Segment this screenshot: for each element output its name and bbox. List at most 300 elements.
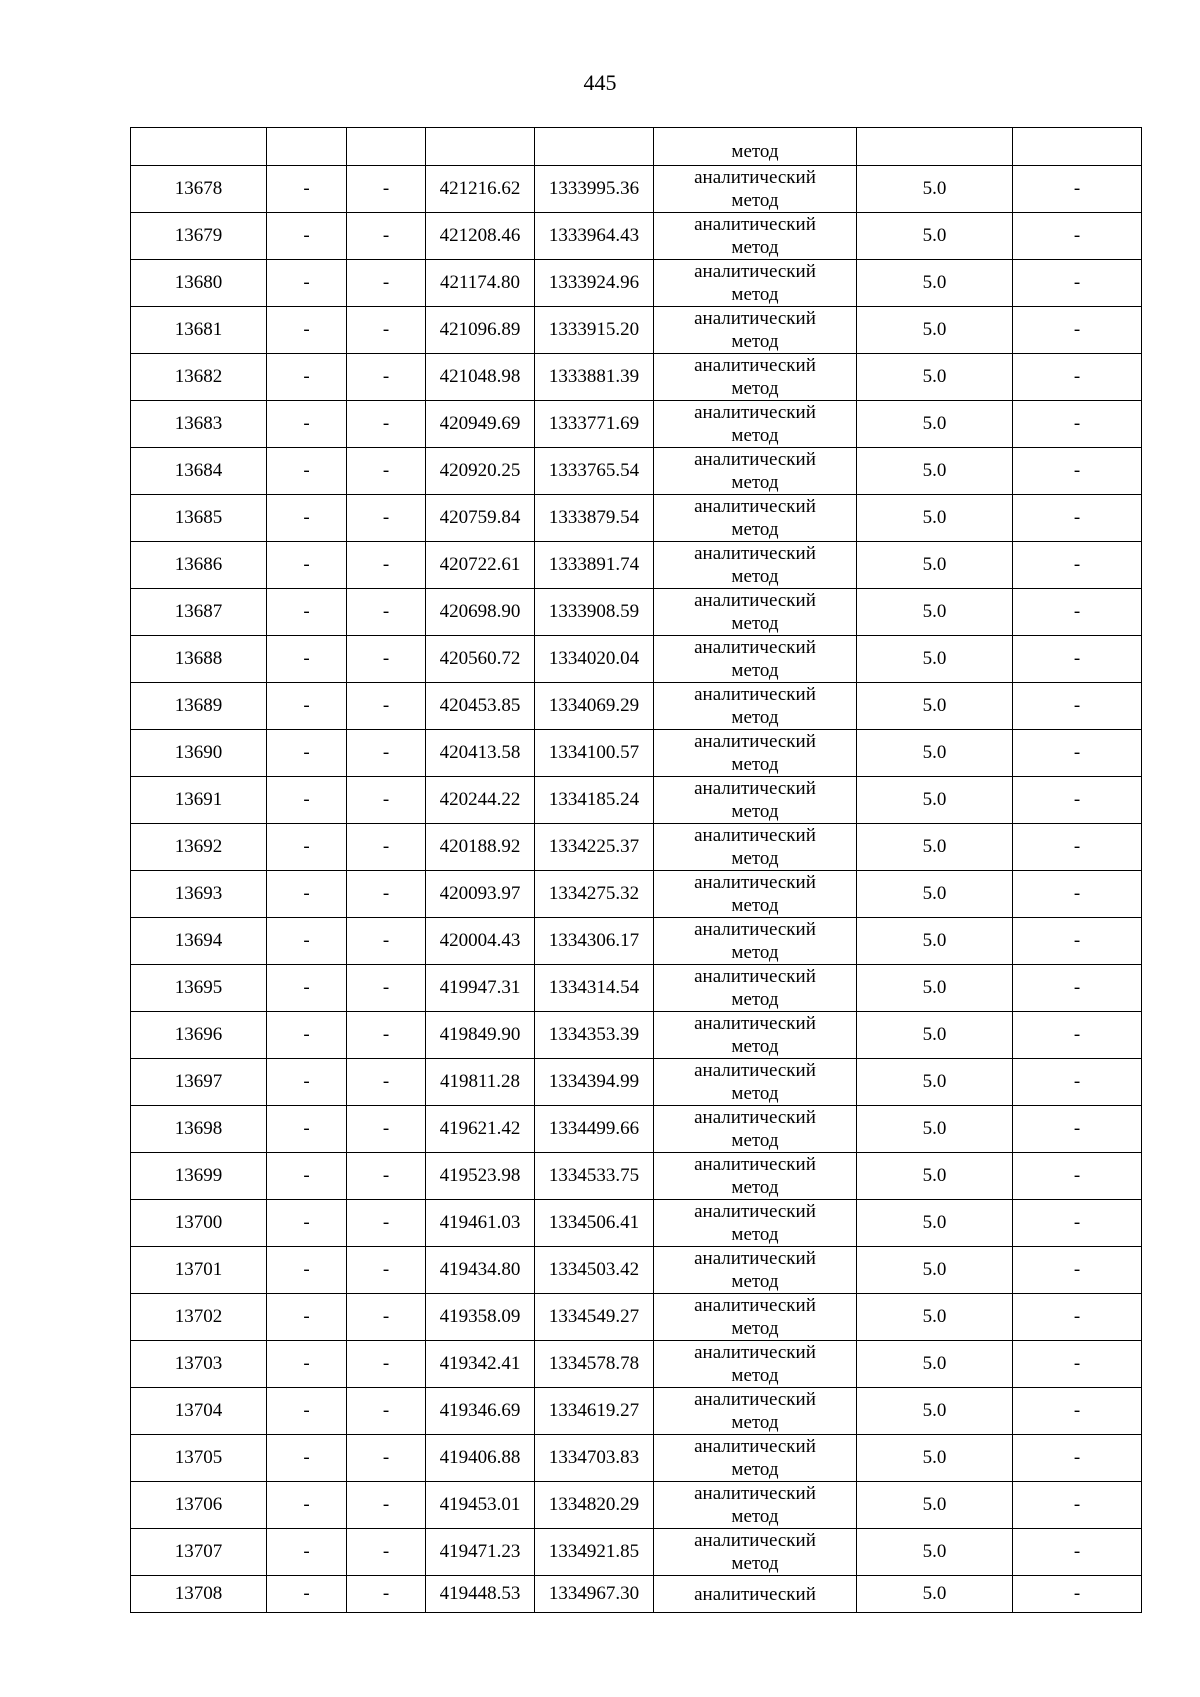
cell-y-coordinate: 1334100.57	[535, 730, 654, 777]
cell-method	[654, 495, 857, 542]
cell-y-coordinate: 1333765.54	[535, 448, 654, 495]
cell-point-number: 13706	[131, 1482, 267, 1529]
cell-x-coordinate: 419406.88	[426, 1435, 535, 1482]
cell-dash: -	[1013, 589, 1142, 636]
cell-accuracy: 5.0	[857, 1435, 1013, 1482]
cell-dash: -	[267, 1012, 347, 1059]
cell-point-number: 13678	[131, 166, 267, 213]
cell-dash: -	[347, 1482, 426, 1529]
method-line-1: аналитический	[694, 543, 816, 564]
cell-accuracy: 5.0	[857, 1153, 1013, 1200]
cell-accuracy: 5.0	[857, 1341, 1013, 1388]
cell-point-number: 13694	[131, 918, 267, 965]
cell-dash: -	[1013, 965, 1142, 1012]
method-line-1: аналитический	[694, 1295, 816, 1316]
method-line-1: аналитический	[694, 1583, 816, 1605]
cell-accuracy: 5.0	[857, 824, 1013, 871]
cell-x-coordinate: 420413.58	[426, 730, 535, 777]
cell-dash: -	[347, 1576, 426, 1613]
cell-empty	[267, 128, 347, 166]
cell-point-number: 13688	[131, 636, 267, 683]
method-line-2: метод	[731, 848, 779, 869]
cell-dash: -	[347, 1200, 426, 1247]
cell-y-coordinate: 1334506.41	[535, 1200, 654, 1247]
cell-dash: -	[347, 824, 426, 871]
cell-accuracy: 5.0	[857, 871, 1013, 918]
cell-x-coordinate: 420920.25	[426, 448, 535, 495]
method-line-2: метод	[731, 519, 779, 540]
cell-x-coordinate: 421048.98	[426, 354, 535, 401]
cell-dash: -	[347, 1059, 426, 1106]
table-row	[131, 1012, 1142, 1059]
cell-method-continuation: метод	[654, 128, 857, 166]
table-row	[131, 918, 1142, 965]
method-line-1: аналитический	[694, 1389, 816, 1410]
cell-empty	[131, 128, 267, 166]
cell-x-coordinate: 419346.69	[426, 1388, 535, 1435]
cell-dash: -	[347, 213, 426, 260]
table-row	[131, 448, 1142, 495]
method-line-2: метод	[731, 331, 779, 352]
method-line-2: метод	[731, 660, 779, 681]
cell-accuracy: 5.0	[857, 918, 1013, 965]
page-number: 445	[583, 70, 617, 95]
cell-y-coordinate: 1333771.69	[535, 401, 654, 448]
cell-dash: -	[1013, 777, 1142, 824]
cell-dash: -	[1013, 1153, 1142, 1200]
cell-accuracy: 5.0	[857, 1482, 1013, 1529]
cell-dash: -	[347, 1341, 426, 1388]
coordinates-table	[130, 127, 1142, 1613]
cell-dash: -	[267, 401, 347, 448]
method-line-2: метод	[731, 190, 779, 211]
cell-point-number: 13687	[131, 589, 267, 636]
cell-method	[654, 730, 857, 777]
cell-dash: -	[1013, 354, 1142, 401]
cell-point-number: 13692	[131, 824, 267, 871]
table-row	[131, 730, 1142, 777]
cell-y-coordinate: 1334619.27	[535, 1388, 654, 1435]
cell-accuracy: 5.0	[857, 260, 1013, 307]
cell-dash: -	[267, 965, 347, 1012]
cell-y-coordinate: 1333924.96	[535, 260, 654, 307]
cell-dash: -	[347, 730, 426, 777]
cell-x-coordinate: 419849.90	[426, 1012, 535, 1059]
cell-dash: -	[347, 1388, 426, 1435]
cell-empty	[535, 128, 654, 166]
cell-y-coordinate: 1334225.37	[535, 824, 654, 871]
cell-dash: -	[1013, 636, 1142, 683]
method-line-1: аналитический	[694, 825, 816, 846]
cell-method	[654, 166, 857, 213]
cell-y-coordinate: 1334069.29	[535, 683, 654, 730]
cell-dash: -	[347, 1247, 426, 1294]
cell-accuracy: 5.0	[857, 354, 1013, 401]
cell-method	[654, 824, 857, 871]
table-row	[131, 213, 1142, 260]
cell-point-number: 13703	[131, 1341, 267, 1388]
cell-dash: -	[347, 636, 426, 683]
cell-dash: -	[267, 824, 347, 871]
cell-point-number: 13700	[131, 1200, 267, 1247]
table-row	[131, 401, 1142, 448]
cell-accuracy: 5.0	[857, 683, 1013, 730]
cell-point-number: 13690	[131, 730, 267, 777]
method-line-2: метод	[731, 284, 779, 305]
cell-x-coordinate: 420244.22	[426, 777, 535, 824]
cell-dash: -	[347, 1153, 426, 1200]
cell-dash: -	[267, 1200, 347, 1247]
cell-method	[654, 448, 857, 495]
cell-dash: -	[347, 542, 426, 589]
cell-y-coordinate: 1334275.32	[535, 871, 654, 918]
cell-dash: -	[347, 307, 426, 354]
cell-dash: -	[1013, 683, 1142, 730]
cell-dash: -	[1013, 401, 1142, 448]
method-line-1: аналитический	[694, 1201, 816, 1222]
cell-y-coordinate: 1334185.24	[535, 777, 654, 824]
cell-dash: -	[267, 307, 347, 354]
cell-x-coordinate: 419947.31	[426, 965, 535, 1012]
cell-accuracy: 5.0	[857, 1059, 1013, 1106]
table-row	[131, 1059, 1142, 1106]
cell-dash: -	[267, 1341, 347, 1388]
table-row	[131, 542, 1142, 589]
cell-dash: -	[267, 1435, 347, 1482]
cell-dash: -	[347, 589, 426, 636]
cell-point-number: 13679	[131, 213, 267, 260]
cell-point-number: 13695	[131, 965, 267, 1012]
cell-point-number: 13691	[131, 777, 267, 824]
cell-x-coordinate: 420004.43	[426, 918, 535, 965]
cell-point-number: 13680	[131, 260, 267, 307]
cell-dash: -	[1013, 730, 1142, 777]
cell-dash: -	[267, 871, 347, 918]
cell-accuracy: 5.0	[857, 730, 1013, 777]
cell-dash: -	[267, 354, 347, 401]
cell-dash: -	[267, 1482, 347, 1529]
cell-accuracy: 5.0	[857, 636, 1013, 683]
cell-point-number: 13698	[131, 1106, 267, 1153]
method-line-1: аналитический	[694, 167, 816, 188]
table-row	[131, 824, 1142, 871]
cell-x-coordinate: 419523.98	[426, 1153, 535, 1200]
method-line-2: метод	[731, 801, 779, 822]
cell-point-number: 13684	[131, 448, 267, 495]
cell-dash: -	[267, 1059, 347, 1106]
cell-y-coordinate: 1333881.39	[535, 354, 654, 401]
method-line-1: аналитический	[694, 731, 816, 752]
cell-y-coordinate: 1334353.39	[535, 1012, 654, 1059]
cell-y-coordinate: 1334499.66	[535, 1106, 654, 1153]
cell-accuracy: 5.0	[857, 1576, 1013, 1613]
method-line-1: аналитический	[694, 637, 816, 658]
method-line-2: метод	[731, 1553, 779, 1574]
cell-method	[654, 401, 857, 448]
table-row	[131, 777, 1142, 824]
cell-y-coordinate: 1333908.59	[535, 589, 654, 636]
method-line-1: аналитический	[694, 1342, 816, 1363]
cell-dash: -	[267, 1247, 347, 1294]
cell-dash: -	[347, 1529, 426, 1576]
method-line-1: аналитический	[694, 449, 816, 470]
cell-method	[654, 1012, 857, 1059]
cell-accuracy: 5.0	[857, 965, 1013, 1012]
method-line-2: метод	[731, 1036, 779, 1057]
table-row	[131, 1247, 1142, 1294]
cell-dash: -	[1013, 1482, 1142, 1529]
cell-method	[654, 542, 857, 589]
method-line-1: аналитический	[694, 919, 816, 940]
cell-y-coordinate: 1333964.43	[535, 213, 654, 260]
cell-dash: -	[347, 1294, 426, 1341]
table-row	[131, 1388, 1142, 1435]
cell-y-coordinate: 1334503.42	[535, 1247, 654, 1294]
cell-dash: -	[1013, 1106, 1142, 1153]
cell-method	[654, 965, 857, 1012]
method-line-2: метод	[731, 707, 779, 728]
cell-method	[654, 871, 857, 918]
cell-x-coordinate: 421208.46	[426, 213, 535, 260]
cell-point-number: 13697	[131, 1059, 267, 1106]
cell-dash: -	[267, 166, 347, 213]
cell-dash: -	[267, 1388, 347, 1435]
cell-dash: -	[1013, 542, 1142, 589]
cell-method	[654, 589, 857, 636]
table-row	[131, 1576, 1142, 1613]
cell-dash: -	[347, 166, 426, 213]
method-line-1: аналитический	[694, 1436, 816, 1457]
cell-dash: -	[267, 730, 347, 777]
cell-point-number: 13707	[131, 1529, 267, 1576]
cell-dash: -	[1013, 166, 1142, 213]
cell-accuracy: 5.0	[857, 401, 1013, 448]
cell-point-number: 13693	[131, 871, 267, 918]
method-line-1: аналитический	[694, 402, 816, 423]
cell-x-coordinate: 420759.84	[426, 495, 535, 542]
cell-dash: -	[347, 918, 426, 965]
method-line-2: метод	[731, 942, 779, 963]
cell-dash: -	[1013, 448, 1142, 495]
method-line-1: аналитический	[694, 261, 816, 282]
method-line-2: метод	[731, 1224, 779, 1245]
cell-dash: -	[267, 1529, 347, 1576]
cell-dash: -	[1013, 1529, 1142, 1576]
method-line-1: аналитический	[694, 308, 816, 329]
cell-dash: -	[1013, 1576, 1142, 1613]
table-row	[131, 1294, 1142, 1341]
cell-dash: -	[1013, 213, 1142, 260]
cell-x-coordinate: 420560.72	[426, 636, 535, 683]
method-line-1: аналитический	[694, 1060, 816, 1081]
cell-dash: -	[347, 354, 426, 401]
method-line-1: аналитический	[694, 1483, 816, 1504]
cell-method	[654, 1435, 857, 1482]
cell-dash: -	[1013, 1200, 1142, 1247]
cell-method	[654, 1482, 857, 1529]
cell-x-coordinate: 421174.80	[426, 260, 535, 307]
cell-dash: -	[1013, 1059, 1142, 1106]
cell-x-coordinate: 419471.23	[426, 1529, 535, 1576]
table-body	[131, 128, 1142, 1613]
cell-x-coordinate: 421096.89	[426, 307, 535, 354]
method-line-2: метод	[731, 613, 779, 634]
method-line-2: метод	[731, 1083, 779, 1104]
cell-dash: -	[1013, 1012, 1142, 1059]
cell-point-number: 13696	[131, 1012, 267, 1059]
cell-y-coordinate: 1334306.17	[535, 918, 654, 965]
cell-dash: -	[267, 1576, 347, 1613]
cell-x-coordinate: 419448.53	[426, 1576, 535, 1613]
table-row	[131, 683, 1142, 730]
cell-point-number: 13705	[131, 1435, 267, 1482]
cell-dash: -	[267, 683, 347, 730]
cell-method	[654, 1576, 857, 1613]
cell-method	[654, 1247, 857, 1294]
method-line-1: аналитический	[694, 872, 816, 893]
cell-dash: -	[267, 542, 347, 589]
table-row	[131, 307, 1142, 354]
cell-accuracy: 5.0	[857, 777, 1013, 824]
cell-method	[654, 683, 857, 730]
cell-empty	[1013, 128, 1142, 166]
table-row	[131, 1153, 1142, 1200]
cell-accuracy: 5.0	[857, 1012, 1013, 1059]
cell-accuracy: 5.0	[857, 1106, 1013, 1153]
cell-dash: -	[267, 260, 347, 307]
method-line-2: метод	[731, 1459, 779, 1480]
cell-point-number: 13685	[131, 495, 267, 542]
method-line-2: метод	[731, 1412, 779, 1433]
cell-method	[654, 918, 857, 965]
cell-accuracy: 5.0	[857, 166, 1013, 213]
cell-point-number: 13699	[131, 1153, 267, 1200]
cell-point-number: 13686	[131, 542, 267, 589]
cell-dash: -	[1013, 918, 1142, 965]
method-line-2: метод	[731, 425, 779, 446]
table-row	[131, 1435, 1142, 1482]
cell-dash: -	[267, 918, 347, 965]
cell-accuracy: 5.0	[857, 1247, 1013, 1294]
cell-y-coordinate: 1333915.20	[535, 307, 654, 354]
cell-y-coordinate: 1333879.54	[535, 495, 654, 542]
cell-dash: -	[347, 965, 426, 1012]
table-row	[131, 495, 1142, 542]
cell-x-coordinate: 419342.41	[426, 1341, 535, 1388]
cell-dash: -	[1013, 1435, 1142, 1482]
table-row	[131, 166, 1142, 213]
method-line-2: метод	[731, 1130, 779, 1151]
table-row	[131, 1200, 1142, 1247]
cell-method	[654, 1529, 857, 1576]
cell-accuracy: 5.0	[857, 1294, 1013, 1341]
table-row	[131, 1106, 1142, 1153]
cell-method	[654, 260, 857, 307]
cell-accuracy: 5.0	[857, 213, 1013, 260]
method-line-2: метод	[731, 237, 779, 258]
cell-dash: -	[1013, 1341, 1142, 1388]
method-line-2: метод	[731, 378, 779, 399]
cell-method	[654, 1388, 857, 1435]
cell-x-coordinate: 419461.03	[426, 1200, 535, 1247]
method-line-2: метод	[731, 989, 779, 1010]
continuation-row	[131, 128, 1142, 166]
cell-y-coordinate: 1334533.75	[535, 1153, 654, 1200]
cell-method	[654, 1341, 857, 1388]
method-line-1: аналитический	[694, 684, 816, 705]
method-line-1: аналитический	[694, 1530, 816, 1551]
method-line-2: метод	[731, 566, 779, 587]
cell-y-coordinate: 1334921.85	[535, 1529, 654, 1576]
cell-method	[654, 1153, 857, 1200]
cell-y-coordinate: 1334549.27	[535, 1294, 654, 1341]
method-line-1: аналитический	[694, 966, 816, 987]
cell-method	[654, 213, 857, 260]
table-row	[131, 589, 1142, 636]
cell-dash: -	[1013, 1294, 1142, 1341]
method-line-1: аналитический	[694, 590, 816, 611]
cell-x-coordinate: 420188.92	[426, 824, 535, 871]
cell-point-number: 13681	[131, 307, 267, 354]
cell-dash: -	[347, 1012, 426, 1059]
method-line-2: метод	[731, 1271, 779, 1292]
cell-point-number: 13689	[131, 683, 267, 730]
cell-y-coordinate: 1333891.74	[535, 542, 654, 589]
table-row	[131, 1341, 1142, 1388]
cell-y-coordinate: 1334703.83	[535, 1435, 654, 1482]
method-line-1: аналитический	[694, 496, 816, 517]
cell-method	[654, 1106, 857, 1153]
table-row	[131, 1482, 1142, 1529]
method-line-2: метод	[731, 472, 779, 493]
method-line-2: метод	[731, 1506, 779, 1527]
cell-point-number: 13683	[131, 401, 267, 448]
cell-method	[654, 1059, 857, 1106]
cell-x-coordinate: 419621.42	[426, 1106, 535, 1153]
method-line-1: аналитический	[694, 214, 816, 235]
cell-x-coordinate: 419434.80	[426, 1247, 535, 1294]
cell-dash: -	[347, 871, 426, 918]
cell-accuracy: 5.0	[857, 542, 1013, 589]
method-line-2: метод	[731, 895, 779, 916]
method-line-1: аналитический	[694, 1107, 816, 1128]
cell-dash: -	[267, 495, 347, 542]
cell-dash: -	[1013, 1247, 1142, 1294]
cell-method	[654, 307, 857, 354]
cell-dash: -	[267, 213, 347, 260]
cell-dash: -	[1013, 871, 1142, 918]
cell-method	[654, 636, 857, 683]
cell-x-coordinate: 420453.85	[426, 683, 535, 730]
cell-dash: -	[1013, 260, 1142, 307]
cell-x-coordinate: 421216.62	[426, 166, 535, 213]
table-row	[131, 871, 1142, 918]
cell-accuracy: 5.0	[857, 589, 1013, 636]
cell-x-coordinate: 420949.69	[426, 401, 535, 448]
method-line-1: аналитический	[694, 1154, 816, 1175]
cell-point-number: 13701	[131, 1247, 267, 1294]
cell-dash: -	[347, 1435, 426, 1482]
cell-y-coordinate: 1334020.04	[535, 636, 654, 683]
cell-dash: -	[347, 683, 426, 730]
cell-x-coordinate: 420093.97	[426, 871, 535, 918]
cell-dash: -	[1013, 1388, 1142, 1435]
cell-y-coordinate: 1334967.30	[535, 1576, 654, 1613]
method-line-1: аналитический	[694, 1013, 816, 1034]
cell-dash: -	[347, 1106, 426, 1153]
cell-dash: -	[267, 589, 347, 636]
cell-dash: -	[347, 260, 426, 307]
